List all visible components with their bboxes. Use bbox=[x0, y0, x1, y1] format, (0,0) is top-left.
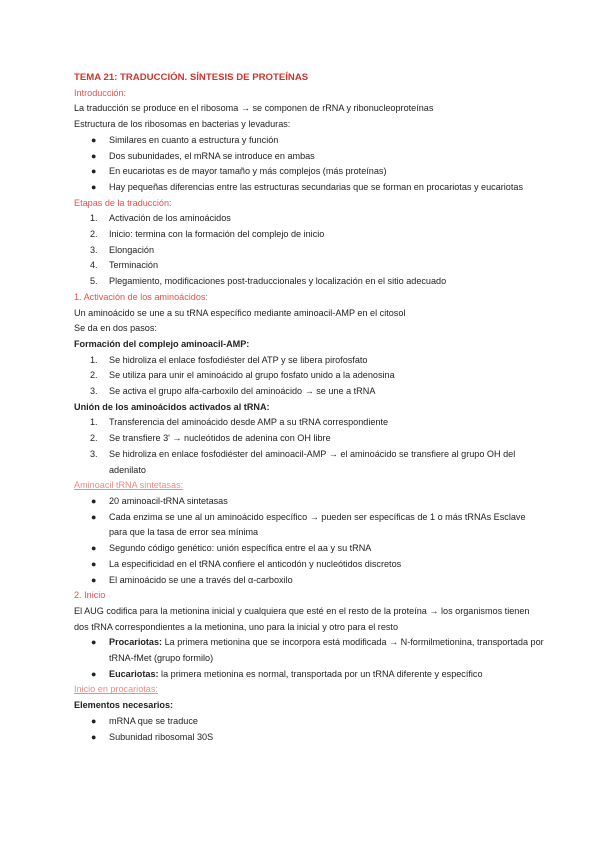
intro-line: La traducción se produce en el ribosoma → se componen de rRNA y ribonucleoproteínas bbox=[74, 103, 434, 114]
bullet-icon: ● bbox=[91, 543, 97, 554]
elementos-heading: Elementos necesarios: bbox=[74, 700, 174, 711]
inicio-heading: 2. Inicio bbox=[74, 590, 106, 601]
list-item: 4. Terminación bbox=[90, 260, 159, 271]
intro-heading: Introducción: bbox=[74, 87, 127, 98]
inicio-procariotas-heading: Inicio en procariotas: bbox=[74, 684, 158, 695]
list-item: 1. Transferencia del aminoácido desde AMP a su tRNA correspondiente bbox=[90, 417, 389, 428]
intro-line: Estructura de los ribosomas en bacterias y levaduras: bbox=[74, 119, 291, 130]
list-item: 3. Se hidroliza en enlace fosfodiéster del aminoacil-AMP → el aminoácido se transfiere al grupo OH del adenilato bbox=[90, 448, 516, 475]
sintetasas-bullet-list bbox=[74, 494, 544, 588]
list-item: ● Dos subunidades, el mRNA se introduce en ambas bbox=[74, 149, 544, 165]
list-item: ● Hay pequeñas diferencias entre las estructuras secundarias que se forman en procariotas y eucariotas bbox=[74, 180, 544, 196]
list-item: ● 20 aminoacil-tRNA sintetasas bbox=[74, 494, 544, 510]
list-item: ● Segundo código genético: unión específica entre el aa y su tRNA bbox=[74, 541, 544, 557]
bullet-icon: ● bbox=[91, 668, 97, 679]
bullet-icon: ● bbox=[91, 574, 97, 585]
bullet-icon: ● bbox=[91, 731, 97, 742]
formacion-list bbox=[74, 353, 544, 400]
bullet-icon: ● bbox=[91, 134, 97, 145]
list-item: 5. Plegamiento, modificaciones post-traduccionales y localización en el sitio adecuado bbox=[90, 276, 447, 287]
intro-bullet-list bbox=[74, 133, 544, 196]
list-item: ● En eucariotas es de mayor tamaño y más complejos (más proteínas) bbox=[74, 164, 544, 180]
list-item: ● Eucariotas: la primera metionina es normal, transportada por un tRNA diferente y específico bbox=[74, 667, 544, 683]
term-label: Procariotas: bbox=[109, 637, 163, 648]
bullet-icon: ● bbox=[91, 511, 97, 522]
document-content bbox=[74, 70, 544, 745]
list-item: 1. Activación de los aminoácidos bbox=[90, 213, 231, 224]
elementos-bullet-list bbox=[74, 714, 544, 745]
document-title: TEMA 21: TRADUCCIÓN. SÍNTESIS DE PROTEÍNAS bbox=[74, 72, 309, 83]
union-list bbox=[74, 415, 544, 478]
union-heading: Unión de los aminoácidos activados al tRNA: bbox=[74, 401, 270, 412]
bullet-icon: ● bbox=[91, 181, 97, 192]
bullet-icon: ● bbox=[91, 495, 97, 506]
list-item: 3. Se activa el grupo alfa-carboxilo del aminoácido → se une a tRNA bbox=[90, 386, 376, 397]
sintetasas-heading: Aminoacil tRNA sintetasas: bbox=[74, 480, 184, 491]
list-item: ● Similares en cuanto a estructura y función bbox=[74, 133, 544, 149]
list-item: ● El aminoácido se une a través del α-carboxilo bbox=[74, 573, 544, 589]
activacion-heading: 1. Activación de los aminoácidos: bbox=[74, 291, 208, 302]
inicio-bullet-list bbox=[74, 635, 544, 682]
list-item: 2. Inicio: termina con la formación del complejo de inicio bbox=[90, 229, 325, 240]
list-item: ● La especificidad en el tRNA confiere el anticodón y nucleótidos discretos bbox=[74, 557, 544, 573]
etapas-heading: Etapas de la traducción: bbox=[74, 197, 172, 208]
activacion-line: Un aminoácido se une a su tRNA específico mediante aminoacil-AMP en el citosol bbox=[74, 307, 406, 318]
bullet-icon: ● bbox=[91, 166, 97, 177]
list-item: ● Procariotas: La primera metionina que se incorpora está modificada → N-formilmetionina, transportada por tRNA-fMet (grupo formilo) bbox=[91, 637, 544, 664]
inicio-line: El AUG codifica para la metionina inicial y cualquiera que esté en el resto de la proteína → los organismos tienen dos tRNA correspondientes a la metionina, uno para la inicial y otro para el resto bbox=[74, 605, 530, 632]
activacion-line: Se da en dos pasos: bbox=[74, 323, 157, 334]
bullet-icon: ● bbox=[91, 637, 97, 648]
list-item: ● Subunidad ribosomal 30S bbox=[74, 730, 544, 746]
term-label: Eucariotas: bbox=[109, 668, 159, 679]
bullet-icon: ● bbox=[91, 715, 97, 726]
etapas-list bbox=[74, 211, 544, 290]
list-item: 1. Se hidroliza el enlace fosfodiéster del ATP y se libera pirofosfato bbox=[90, 354, 368, 365]
bullet-icon: ● bbox=[91, 558, 97, 569]
formacion-heading: Formación del complejo aminoacil-AMP: bbox=[74, 338, 250, 349]
list-item: ● mRNA que se traduce bbox=[74, 714, 544, 730]
list-item: 3. Elongación bbox=[90, 244, 154, 255]
list-item: 2. Se transfiere 3' → nucleótidos de adenina con OH libre bbox=[90, 433, 331, 444]
bullet-icon: ● bbox=[91, 150, 97, 161]
list-item: 2. Se utiliza para unir el aminoácido al grupo fosfato unido a la adenosina bbox=[90, 370, 395, 381]
list-item: ● Cada enzima se une al un aminoácido específico → pueden ser específicas de 1 o más tRNAs Esclave para que la tasa de error sea mínima bbox=[91, 511, 526, 538]
